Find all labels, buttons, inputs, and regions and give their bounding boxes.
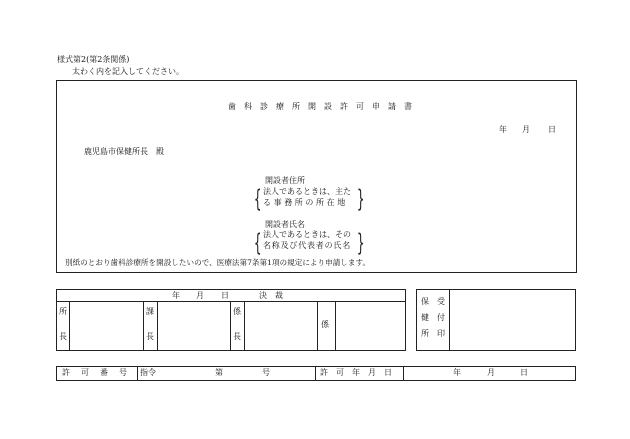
applicant-address-label: 開設者住所 <box>265 176 305 185</box>
applicant-address-note-2: る事務所の所在地 <box>263 198 348 207</box>
instruction-text: 太わく内を記入してください。 <box>72 67 184 76</box>
receipt-line-3: 所 印 <box>421 329 445 338</box>
receipt-line-2: 健 付 <box>421 313 445 322</box>
applicant-address-note-1: 法人であるときは、主た <box>263 187 351 196</box>
permit-day: 日 <box>520 368 528 377</box>
statement-text: 別紙のとおり歯科診療所を開設したいので、医療法第7条第1項の規定により申請します。 <box>65 258 371 267</box>
col-divider <box>244 301 245 351</box>
approval-table <box>56 289 406 351</box>
right-bracket-icon: } <box>356 185 365 213</box>
col-divider <box>69 301 70 351</box>
approval-col2-top: 課 <box>146 307 154 316</box>
approval-col1-bottom: 長 <box>59 332 67 341</box>
applicant-name-label: 開設者氏名 <box>265 220 305 229</box>
form-title: 歯科診療所開設許可申請書 <box>228 102 420 111</box>
approval-header-year: 年 <box>172 291 180 300</box>
approval-col4: 係 <box>321 320 329 329</box>
approval-header-decision: 決 裁 <box>259 291 283 300</box>
date-month: 月 <box>522 125 530 134</box>
permit-divider <box>403 366 404 381</box>
permit-divider <box>315 366 316 381</box>
permit-year: 年 <box>453 368 461 377</box>
number-suffix: 号 <box>262 368 270 377</box>
form-number: 様式第2(第2条関係) <box>57 55 130 64</box>
col-divider <box>317 301 318 351</box>
approval-header-divider <box>56 301 406 302</box>
approval-col1-top: 所 <box>59 307 67 316</box>
approval-header-day: 日 <box>221 291 229 300</box>
date-day: 日 <box>548 125 556 134</box>
approval-col3-top: 係 <box>233 307 241 316</box>
permit-number-label: 許可番号 <box>62 368 138 377</box>
col-divider <box>230 301 231 351</box>
approval-col3-bottom: 長 <box>233 332 241 341</box>
receipt-divider <box>449 289 450 351</box>
col-divider <box>157 301 158 351</box>
applicant-name-note-1: 法人であるときは、その <box>263 230 351 239</box>
col-divider <box>143 301 144 351</box>
date-year: 年 <box>499 125 507 134</box>
left-bracket-icon: { <box>253 229 262 257</box>
number-prefix: 第 <box>215 368 223 377</box>
receipt-line-1: 保 受 <box>421 297 445 306</box>
col-divider <box>335 301 336 351</box>
addressee: 鹿児島市保健所長 殿 <box>84 147 164 156</box>
left-bracket-icon: { <box>253 185 262 213</box>
directive-label: 指令 <box>140 368 156 377</box>
approval-col2-bottom: 長 <box>146 332 154 341</box>
permit-date-label: 許可年月日 <box>320 368 400 377</box>
right-bracket-icon: } <box>356 229 365 257</box>
applicant-name-note-2: 名称及び代表者の氏名 <box>263 241 351 250</box>
permit-month: 月 <box>487 368 495 377</box>
approval-header-month: 月 <box>196 291 204 300</box>
